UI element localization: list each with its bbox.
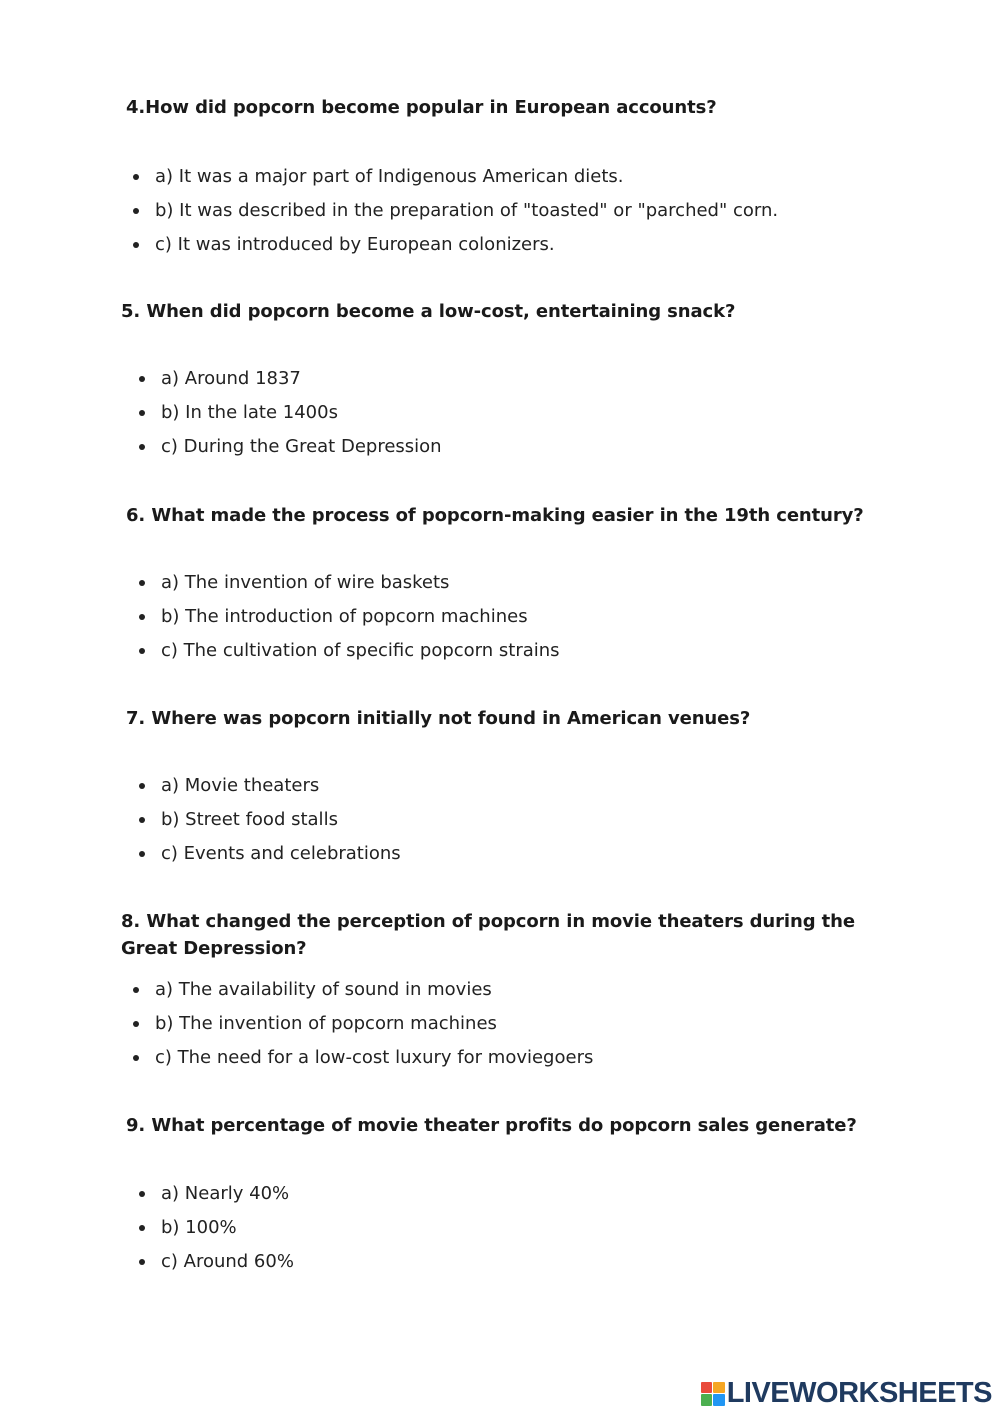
logo-cell <box>701 1394 713 1406</box>
option-item: c) The need for a low-cost luxury for moviegoers <box>133 1047 593 1081</box>
option-item: b) It was described in the preparation of "toasted" or "parched" corn. <box>133 200 778 234</box>
option-item: a) It was a major part of Indigenous American diets. <box>133 166 778 200</box>
liveworksheets-logo-icon <box>701 1382 725 1406</box>
option-item: b) The invention of popcorn machines <box>133 1013 593 1047</box>
question-8-options <box>133 979 593 1081</box>
option-item: a) Around 1837 <box>139 368 442 402</box>
brand-text: LIVEWORKSHEETS <box>726 1377 992 1409</box>
question-4-options <box>133 166 778 268</box>
logo-cell <box>713 1394 725 1406</box>
option-item: c) During the Great Depression <box>139 436 442 470</box>
question-7-text: 7. Where was popcorn initially not found in American venues? <box>126 708 751 729</box>
option-item: c) The cultivation of specific popcorn strains <box>139 640 560 674</box>
question-4-text: 4.How did popcorn become popular in European accounts? <box>126 97 717 118</box>
question-6-options <box>139 572 560 674</box>
option-item: b) 100% <box>139 1217 294 1251</box>
question-5-options <box>139 368 442 470</box>
question-5-text: 5. When did popcorn become a low-cost, entertaining snack? <box>121 301 736 322</box>
option-item: b) In the late 1400s <box>139 402 442 436</box>
option-item: c) Around 60% <box>139 1251 294 1285</box>
question-9-text: 9. What percentage of movie theater profits do popcorn sales generate? <box>126 1115 857 1136</box>
option-item: b) Street food stalls <box>139 809 401 843</box>
question-8-text: 8. What changed the perception of popcorn in movie theaters during the Great Depression? <box>121 911 855 959</box>
liveworksheets-brand <box>701 1377 992 1410</box>
question-7-options <box>139 775 401 877</box>
question-9-options <box>139 1183 294 1285</box>
option-item: a) The invention of wire baskets <box>139 572 560 606</box>
option-item: c) Events and celebrations <box>139 843 401 877</box>
option-item: a) Nearly 40% <box>139 1183 294 1217</box>
logo-cell <box>701 1382 713 1394</box>
option-item: a) Movie theaters <box>139 775 401 809</box>
option-item: b) The introduction of popcorn machines <box>139 606 560 640</box>
option-item: c) It was introduced by European colonizers. <box>133 234 778 268</box>
option-item: a) The availability of sound in movies <box>133 979 593 1013</box>
question-6-text: 6. What made the process of popcorn-making easier in the 19th century? <box>126 505 864 526</box>
logo-cell <box>713 1382 725 1394</box>
